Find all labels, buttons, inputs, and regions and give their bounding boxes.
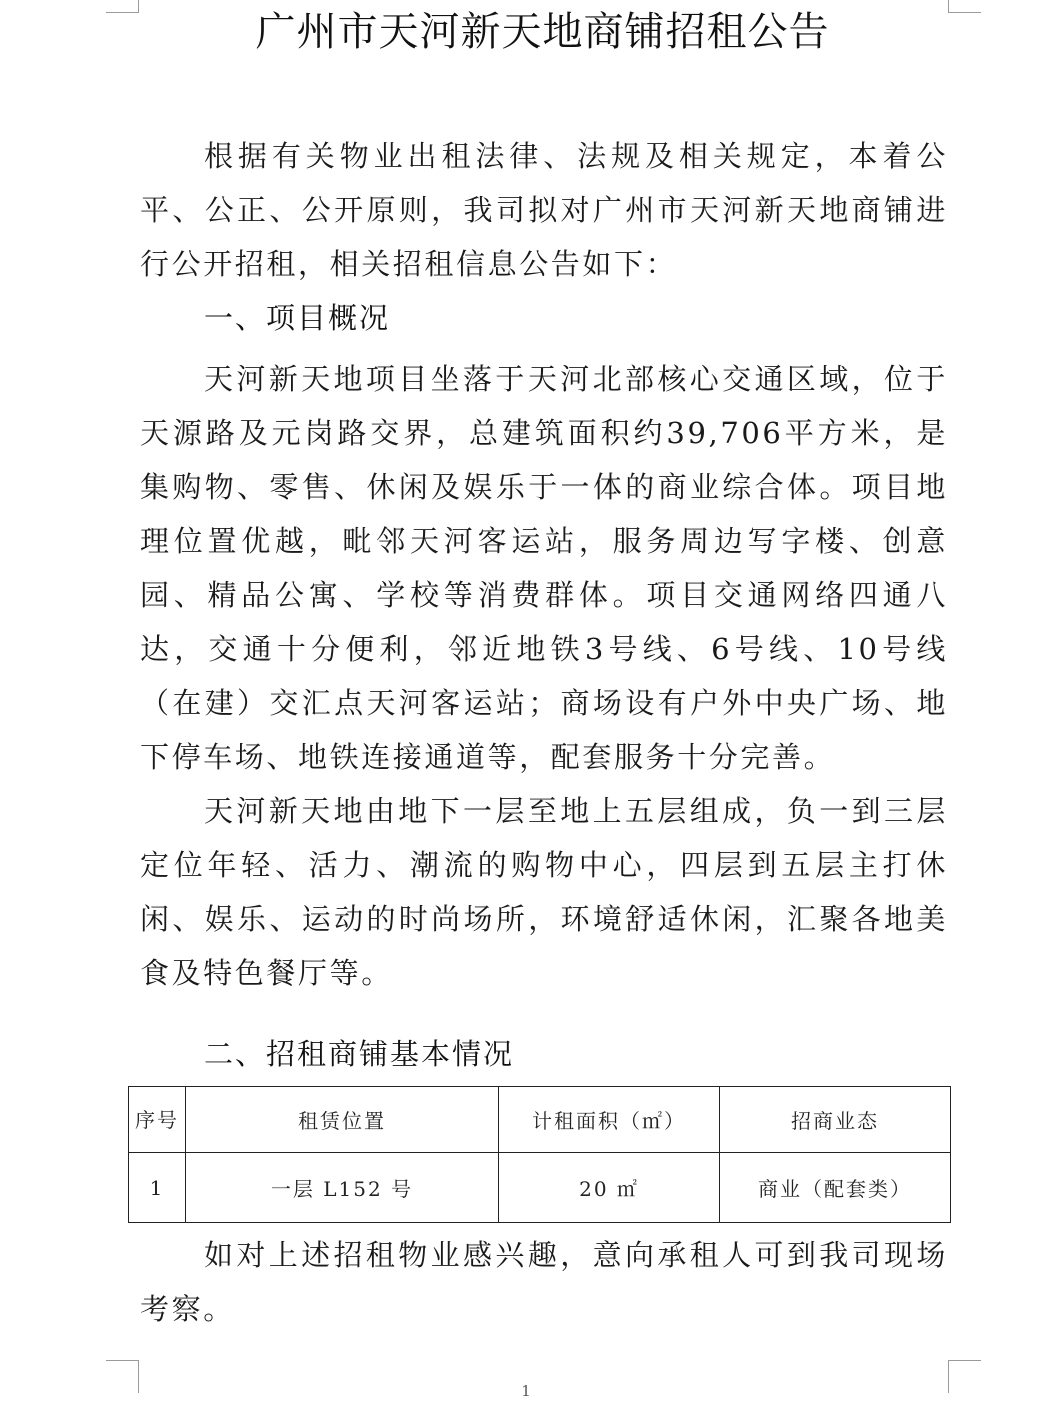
overview-paragraph-1: 天河新天地项目坐落于天河北部核心交通区域，位于天源路及元岗路交界，总建筑面积约39,706平方米，是集购物、零售、休闲及娱乐于一体的商业综合体。项目地理位置优越，毗邻天河客运站，服务周边写字楼、创意园、精品公寓、学校等消费群体。项目交通网络四通八达，交通十分便利，邻近地铁3号线、6号线、10号线（在建）交汇点天河客运站；商场设有户外中央广场、地下停车场、地铁连接通道等，配套服务十分完善。	[140, 362, 948, 774]
table-header-cell: 序号	[129, 1087, 186, 1153]
table-cell: 20 ㎡	[499, 1153, 720, 1223]
table-cell: 商业（配套类）	[720, 1153, 951, 1223]
page-number: 1	[521, 1382, 531, 1400]
crop-mark-top-right	[948, 0, 981, 13]
section-heading-shops: 二、招租商铺基本情况	[204, 1037, 515, 1071]
table-cell: 1	[129, 1153, 186, 1223]
table-cell: 一层 L152 号	[186, 1153, 499, 1223]
overview-paragraph-2: 天河新天地由地下一层至地上五层组成，负一到三层定位年轻、活力、潮流的购物中心，四层到五层主打休闲、娱乐、运动的时尚场所，环境舒适休闲，汇聚各地美食及特色餐厅等。	[140, 794, 948, 990]
crop-mark-top-left	[106, 0, 139, 13]
document-title: 广州市天河新天地商铺招租公告	[255, 9, 830, 55]
table-row	[129, 1153, 951, 1223]
table-header-cell: 招商业态	[720, 1087, 951, 1153]
shop-table	[128, 1086, 951, 1223]
table-header-cell: 计租面积（㎡）	[499, 1087, 720, 1153]
table-header-cell: 租赁位置	[186, 1087, 499, 1153]
closing-paragraph: 如对上述招租物业感兴趣，意向承租人可到我司现场考察。	[140, 1238, 948, 1326]
section-heading-overview: 一、项目概况	[204, 301, 391, 335]
table-header-row	[129, 1087, 951, 1153]
intro-paragraph: 根据有关物业出租法律、法规及相关规定，本着公平、公正、公开原则，我司拟对广州市天河新天地商铺进行公开招租，相关招租信息公告如下：	[140, 139, 948, 281]
